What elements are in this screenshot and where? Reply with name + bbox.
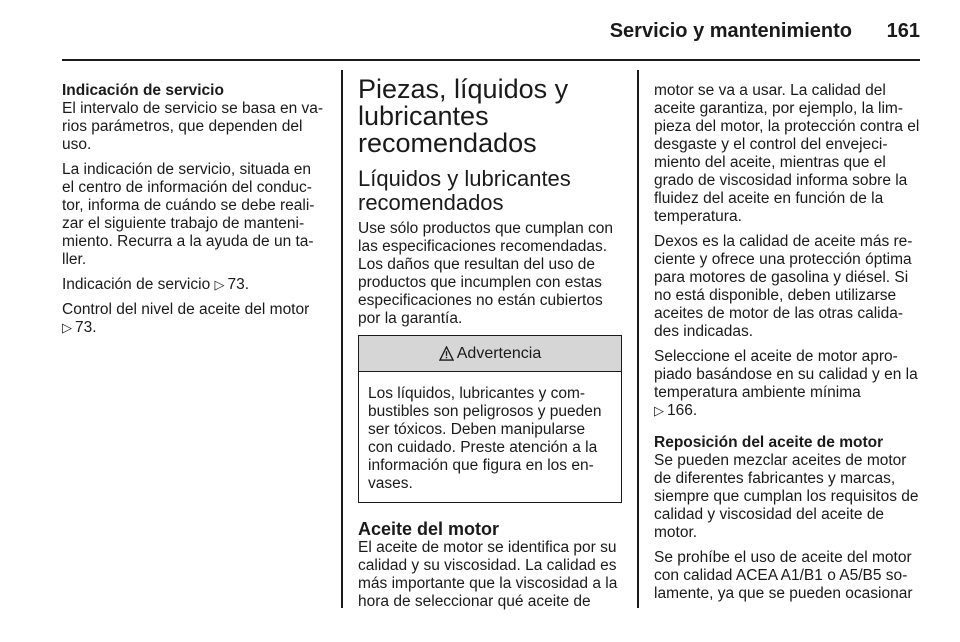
cross-reference-text: Control del nivel de aceite del motor — [62, 301, 310, 318]
cross-reference-page: 73. — [227, 276, 250, 293]
chapter-title: Piezas, líquidos y lubricantes recomendados — [358, 74, 569, 158]
service-indicator-heading: Indicación de servicio — [62, 82, 224, 99]
section-subtitle: Líquidos y lubricantes recomendados — [358, 166, 571, 215]
cross-reference — [62, 301, 324, 337]
oil-refill-heading: Reposición del aceite de motor — [654, 434, 884, 451]
page-number: 161 — [886, 20, 920, 42]
engine-oil-heading: Aceite del motor — [358, 519, 500, 539]
engine-oil-text: El aceite de motor se identifica por su calidad y su viscosidad. La calidad es más importante que la viscosidad a la hora de seleccionar qué aceite de — [358, 539, 618, 610]
column-3 — [654, 82, 920, 610]
triangle-ref-icon — [654, 403, 664, 418]
cross-reference — [62, 276, 324, 294]
page-header — [0, 0, 960, 60]
service-interval-text: El intervalo de servicio se basa en va-rios parámetros, que dependen del uso. — [62, 100, 324, 153]
oil-quality-text: motor se va a usar. La calidad del aceite garantiza, por ejemplo, la lim-pieza del motor, la protección contra el desgaste y el control del envejeci-miento del aceite, mientras que el grado de viscosidad informa sobre la fluidez del aceite en función de la temperatura. — [654, 82, 920, 225]
oil-mixing-text: Se pueden mezclar aceites de motor de diferentes fabricantes y marcas, siempre que cumplan los requisitos de calidad y viscosidad del aceite de motor. — [654, 452, 919, 541]
warning-text: Los líquidos, lubricantes y com-bustibles son peligrosos y pueden ser tóxicos. Deben manipularse con cuidado. Preste atención a la información que figura en los en-vases. — [368, 385, 602, 492]
cross-reference-page: 166. — [667, 402, 698, 419]
oil-prohibition-text: Se prohíbe el uso de aceite del motor con calidad ACEA A1/B1 o A5/B5 so-lamente, ya que se pueden ocasionar — [654, 549, 913, 602]
column-divider-2 — [637, 70, 639, 608]
column-2 — [358, 74, 622, 618]
triangle-ref-icon — [215, 277, 225, 292]
oil-selection-text — [654, 348, 920, 420]
warning-title: Advertencia — [456, 344, 542, 362]
header-rule — [62, 59, 920, 61]
warning-triangle-icon — [439, 346, 454, 361]
service-indicator-text: La indicación de servicio, situada en el centro de información del conduc-tor, informa de cuándo se debe reali-zar el siguiente trabajo de manteni-miento. Recurra a la ayuda de un ta-ller. — [62, 161, 315, 268]
section-title: Servicio y mantenimiento — [609, 20, 852, 42]
warning-box — [358, 335, 622, 503]
cross-reference-page: 73. — [75, 319, 97, 336]
dexos-text: Dexos es la calidad de aceite más re-ciente y ofrece una protección óptima para motores de gasolina y diésel. Si no está disponible, deben utilizarse aceites de motor de las otras calida-des indicadas. — [654, 233, 913, 340]
triangle-ref-icon — [62, 320, 72, 335]
column-divider-1 — [341, 70, 343, 608]
column-1 — [62, 82, 324, 344]
oil-selection-body: Seleccione el aceite de motor apro-piado basándose en su calidad y en la temperatura ambiente mínima — [654, 348, 918, 401]
warning-header — [359, 336, 621, 372]
cross-reference-text: Indicación de servicio — [62, 276, 211, 293]
intro-paragraph: Use sólo productos que cumplan con las especificaciones recomendadas. Los daños que resultan del uso de productos que incumplen con estas especificaciones no están cubiertos por la garantía. — [358, 220, 614, 327]
